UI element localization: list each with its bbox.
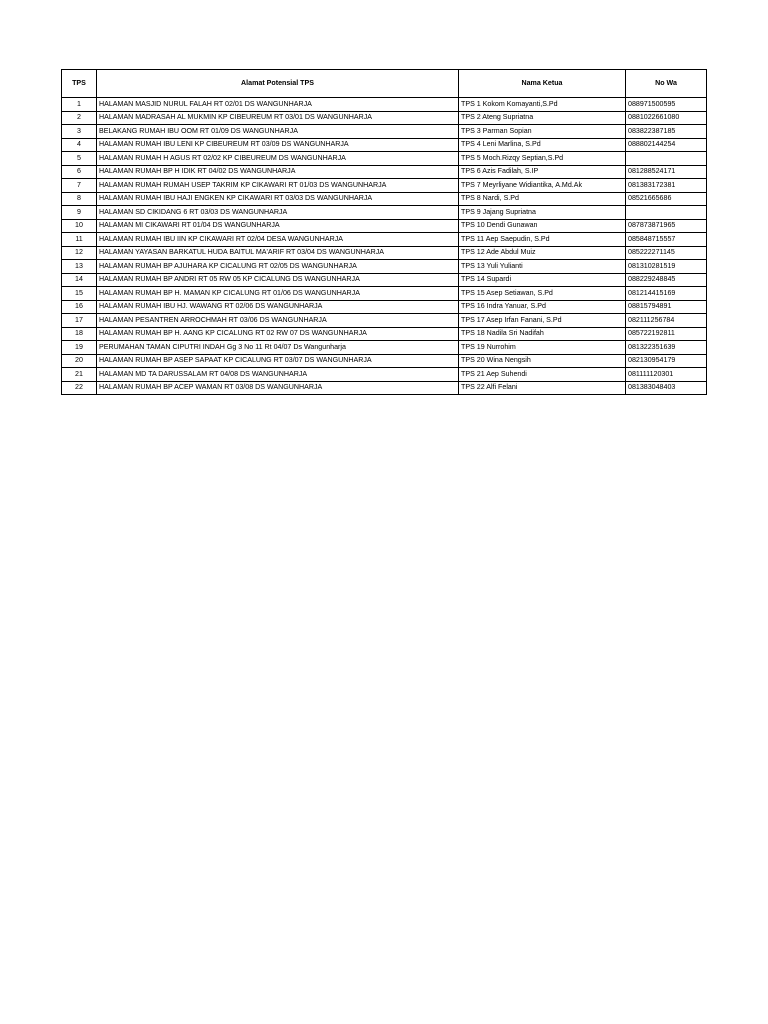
table-row (62, 192, 707, 206)
tps-number-cell: 11 (62, 233, 97, 247)
wa-number-cell: 081310281519 (626, 260, 707, 274)
wa-number-cell: 082111256784 (626, 314, 707, 328)
ketua-name-cell: TPS 2 Ateng Supriatna (459, 111, 626, 125)
ketua-name-cell: TPS 22 Alfi Felani (459, 381, 626, 395)
wa-number-cell: 081214415169 (626, 287, 707, 301)
address-cell: HALAMAN RUMAH IBU HAJI ENGKEN KP CIKAWARI RT 03/03 DS WANGUNHARJA (97, 192, 459, 206)
address-cell: HALAMAN RUMAH BP H IDIK RT 04/02 DS WANGUNHARJA (97, 165, 459, 179)
tps-number-cell: 13 (62, 260, 97, 274)
table-row (62, 300, 707, 314)
ketua-name-cell: TPS 4 Leni Marlina, S.Pd (459, 138, 626, 152)
address-cell: HALAMAN RUMAH H AGUS RT 02/02 KP CIBEUREUM DS WANGUNHARJA (97, 152, 459, 166)
address-cell: HALAMAN RUMAH RUMAH USEP TAKRIM KP CIKAWARI RT 01/03 DS WANGUNHARJA (97, 179, 459, 193)
address-cell: HALAMAN RUMAH IBU HJ. WAWANG RT 02/06 DS WANGUNHARJA (97, 300, 459, 314)
ketua-name-cell: TPS 5 Moch.Rizqy Septian,S.Pd (459, 152, 626, 166)
tps-number-cell: 12 (62, 246, 97, 260)
header-alamat: Alamat Potensial TPS (97, 70, 459, 98)
wa-number-cell: 08521665686 (626, 192, 707, 206)
address-cell: HALAMAN PESANTREN ARROCHMAH RT 03/06 DS WANGUNHARJA (97, 314, 459, 328)
table-row (62, 98, 707, 112)
wa-number-cell: 08815794891 (626, 300, 707, 314)
address-cell: HALAMAN MADRASAH AL MUKMIN KP CIBEUREUM RT 03/01 DS WANGUNHARJA (97, 111, 459, 125)
tps-number-cell: 4 (62, 138, 97, 152)
address-cell: HALAMAN RUMAH BP H. AANG KP CICALUNG RT 02 RW 07 DS WANGUNHARJA (97, 327, 459, 341)
tps-number-cell: 1 (62, 98, 97, 112)
wa-number-cell: 083822387185 (626, 125, 707, 139)
address-cell: HALAMAN RUMAH IBU IIN KP CIKAWARI RT 02/04 DESA WANGUNHARJA (97, 233, 459, 247)
wa-number-cell: 087873871965 (626, 219, 707, 233)
wa-number-cell: 0881022661080 (626, 111, 707, 125)
ketua-name-cell: TPS 9 Jajang Supriatna (459, 206, 626, 220)
tps-number-cell: 22 (62, 381, 97, 395)
tps-number-cell: 10 (62, 219, 97, 233)
wa-number-cell: 081383048403 (626, 381, 707, 395)
table-row (62, 368, 707, 382)
table-row (62, 354, 707, 368)
table-row (62, 138, 707, 152)
table-row (62, 273, 707, 287)
ketua-name-cell: TPS 17 Asep Irfan Fanani, S.Pd (459, 314, 626, 328)
table-row (62, 206, 707, 220)
address-cell: HALAMAN MASJID NURUL FALAH RT 02/01 DS WANGUNHARJA (97, 98, 459, 112)
address-cell: HALAMAN MI CIKAWARI RT 01/04 DS WANGUNHARJA (97, 219, 459, 233)
ketua-name-cell: TPS 11 Aep Saepudin, S.Pd (459, 233, 626, 247)
wa-number-cell: 085722192811 (626, 327, 707, 341)
wa-number-cell: 082130954179 (626, 354, 707, 368)
address-cell: HALAMAN RUMAH BP ASEP SAPAAT KP CICALUNG RT 03/07 DS WANGUNHARJA (97, 354, 459, 368)
wa-number-cell: 081322351639 (626, 341, 707, 355)
address-cell: HALAMAN RUMAH IBU LENI KP CIBEUREUM RT 03/09 DS WANGUNHARJA (97, 138, 459, 152)
wa-number-cell: 081111120301 (626, 368, 707, 382)
wa-number-cell: 081383172381 (626, 179, 707, 193)
table-header (62, 70, 707, 98)
wa-number-cell: 088229248845 (626, 273, 707, 287)
table-row (62, 341, 707, 355)
address-cell: HALAMAN YAYASAN BARKATUL HUDA BAITUL MA'ARIF RT 03/04 DS WANGUNHARJA (97, 246, 459, 260)
tps-number-cell: 18 (62, 327, 97, 341)
wa-number-cell (626, 152, 707, 166)
wa-number-cell: 088802144254 (626, 138, 707, 152)
ketua-name-cell: TPS 10 Dendi Gunawan (459, 219, 626, 233)
ketua-name-cell: TPS 6 Azis Fadilah, S.IP (459, 165, 626, 179)
header-no-wa: No Wa (626, 70, 707, 98)
tps-number-cell: 16 (62, 300, 97, 314)
table-row (62, 179, 707, 193)
tps-number-cell: 3 (62, 125, 97, 139)
tps-number-cell: 19 (62, 341, 97, 355)
table-row (62, 327, 707, 341)
ketua-name-cell: TPS 3 Parman Sopian (459, 125, 626, 139)
address-cell: PERUMAHAN TAMAN CIPUTRI INDAH Gg 3 No 11 Rt 04/07 Ds Wangunharja (97, 341, 459, 355)
ketua-name-cell: TPS 1 Kokom Komayanti,S.Pd (459, 98, 626, 112)
address-cell: HALAMAN MD TA DARUSSALAM RT 04/08 DS WANGUNHARJA (97, 368, 459, 382)
address-cell: HALAMAN RUMAH BP H. MAMAN KP CICALUNG RT 01/06 DS WANGUNHARJA (97, 287, 459, 301)
ketua-name-cell: TPS 21 Aep Suhendi (459, 368, 626, 382)
tps-number-cell: 8 (62, 192, 97, 206)
table-row (62, 233, 707, 247)
tps-number-cell: 7 (62, 179, 97, 193)
table-row (62, 165, 707, 179)
table-body (62, 98, 707, 395)
address-cell: HALAMAN RUMAH BP AJUHARA KP CICALUNG RT 02/05 DS WANGUNHARJA (97, 260, 459, 274)
tps-number-cell: 15 (62, 287, 97, 301)
table-row (62, 314, 707, 328)
tps-number-cell: 21 (62, 368, 97, 382)
table-row (62, 111, 707, 125)
tps-number-cell: 9 (62, 206, 97, 220)
wa-number-cell (626, 206, 707, 220)
table-row (62, 152, 707, 166)
ketua-name-cell: TPS 18 Nadila Sri Nadifah (459, 327, 626, 341)
table-row (62, 219, 707, 233)
address-cell: HALAMAN RUMAH BP ACEP WAMAN RT 03/08 DS WANGUNHARJA (97, 381, 459, 395)
address-cell: BELAKANG RUMAH IBU OOM RT 01/09 DS WANGUNHARJA (97, 125, 459, 139)
ketua-name-cell: TPS 7 Meyrliyane Widiantika, A.Md.Ak (459, 179, 626, 193)
tps-number-cell: 20 (62, 354, 97, 368)
table-row (62, 246, 707, 260)
ketua-name-cell: TPS 8 Nardi, S.Pd (459, 192, 626, 206)
ketua-name-cell: TPS 13 Yuli Yulianti (459, 260, 626, 274)
header-nama-ketua: Nama Ketua (459, 70, 626, 98)
address-cell: HALAMAN SD CIKIDANG 6 RT 03/03 DS WANGUNHARJA (97, 206, 459, 220)
header-row (62, 70, 707, 98)
ketua-name-cell: TPS 20 Wina Nengsih (459, 354, 626, 368)
table-row (62, 381, 707, 395)
table-row (62, 125, 707, 139)
ketua-name-cell: TPS 15 Asep Setiawan, S.Pd (459, 287, 626, 301)
wa-number-cell: 085848715557 (626, 233, 707, 247)
wa-number-cell: 088971500595 (626, 98, 707, 112)
tps-number-cell: 14 (62, 273, 97, 287)
tps-number-cell: 5 (62, 152, 97, 166)
ketua-name-cell: TPS 12 Ade Abdul Muiz (459, 246, 626, 260)
tps-table (61, 69, 707, 395)
wa-number-cell: 081288524171 (626, 165, 707, 179)
tps-number-cell: 17 (62, 314, 97, 328)
tps-number-cell: 2 (62, 111, 97, 125)
ketua-name-cell: TPS 16 Indra Yanuar, S.Pd (459, 300, 626, 314)
address-cell: HALAMAN RUMAH BP ANDRI RT 05 RW 05 KP CICALUNG DS WANGUNHARJA (97, 273, 459, 287)
tps-number-cell: 6 (62, 165, 97, 179)
table-row (62, 260, 707, 274)
ketua-name-cell: TPS 19 Nurrohim (459, 341, 626, 355)
ketua-name-cell: TPS 14 Supardi (459, 273, 626, 287)
wa-number-cell: 085222271145 (626, 246, 707, 260)
header-tps: TPS (62, 70, 97, 98)
table-row (62, 287, 707, 301)
